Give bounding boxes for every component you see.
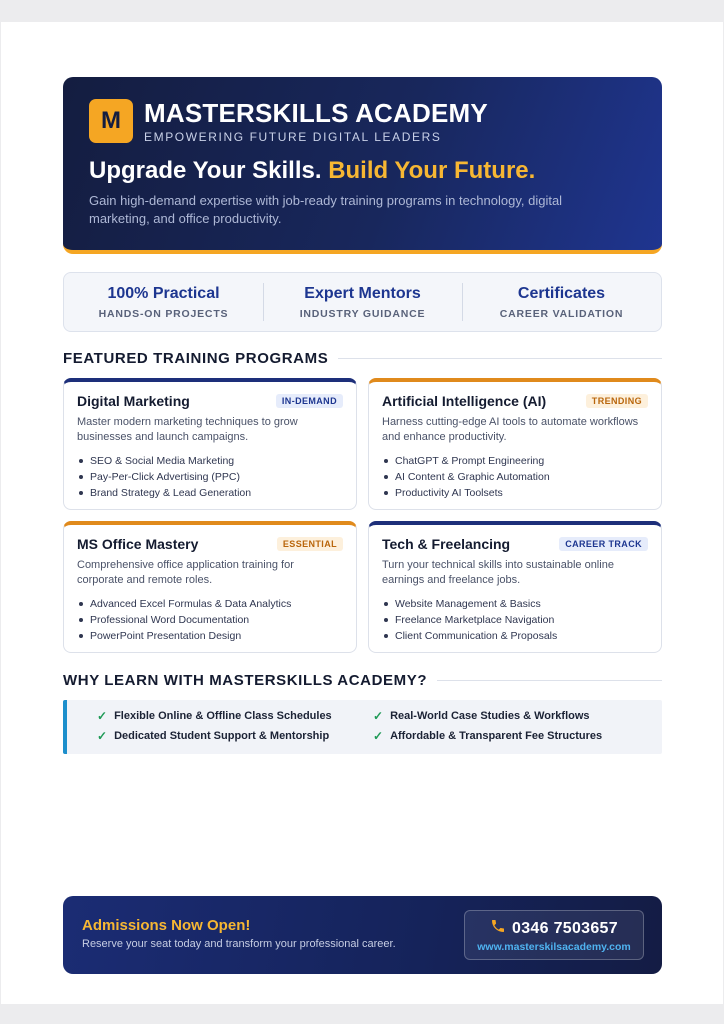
program-title: Artificial Intelligence (AI) <box>382 393 547 409</box>
program-badge: IN-DEMAND <box>276 394 343 408</box>
brand-tagline: EMPOWERING FUTURE DIGITAL LEADERS <box>144 130 442 144</box>
stats-bar <box>63 272 662 332</box>
stat-subtitle: CAREER VALIDATION <box>499 307 624 320</box>
benefit-item <box>373 709 649 723</box>
programs-heading <box>63 348 662 368</box>
program-description: Turn your technical skills into sustainable online earnings and freelance jobs. <box>382 559 614 586</box>
benefit-text: Flexible Online & Offline Class Schedules <box>114 710 332 722</box>
admissions-title: Admissions Now Open! <box>82 917 251 934</box>
feature-item: Professional Word Documentation <box>77 612 343 628</box>
program-features <box>77 596 343 644</box>
why-heading <box>63 670 662 690</box>
feature-item: Pay-Per-Click Advertising (PPC) <box>77 469 343 485</box>
divider <box>338 358 662 359</box>
feature-item: Website Management & Basics <box>382 596 648 612</box>
check-icon: ✓ <box>97 729 108 743</box>
divider <box>437 680 662 681</box>
stat-title: Expert Mentors <box>304 284 421 302</box>
check-icon: ✓ <box>373 729 384 743</box>
program-title: Tech & Freelancing <box>382 536 511 552</box>
feature-item: ChatGPT & Prompt Engineering <box>382 453 648 469</box>
flyer-page <box>1 22 723 1004</box>
benefit-item <box>97 729 373 743</box>
section-title: WHY LEARN WITH MASTERSKILLS ACADEMY? <box>63 671 428 689</box>
program-badge: CAREER TRACK <box>559 537 648 551</box>
stat-title: Certificates <box>517 284 606 302</box>
phone-icon <box>490 918 506 939</box>
stat-mentors <box>263 285 462 320</box>
program-description: Master modern marketing techniques to grow businesses and launch campaigns. <box>77 416 298 443</box>
hero-banner <box>63 77 662 254</box>
check-icon: ✓ <box>373 709 384 723</box>
stat-subtitle: INDUSTRY GUIDANCE <box>299 307 426 320</box>
program-title: Digital Marketing <box>77 393 190 409</box>
stat-subtitle: HANDS-ON PROJECTS <box>98 307 229 320</box>
headline-accent: Build Your Future. <box>328 157 536 184</box>
stat-certificates <box>462 285 661 320</box>
admissions-subtitle: Reserve your seat today and transform your professional career. <box>82 938 396 950</box>
admissions-footer <box>63 896 662 974</box>
program-card-ms-office <box>63 521 357 653</box>
feature-item: Productivity AI Toolsets <box>382 485 648 501</box>
headline-main: Upgrade Your Skills. <box>89 157 322 184</box>
stat-title: 100% Practical <box>107 284 220 302</box>
program-features <box>77 453 343 501</box>
program-features <box>382 596 648 644</box>
program-card-ai <box>368 378 662 510</box>
feature-item: Advanced Excel Formulas & Data Analytics <box>77 596 343 612</box>
program-card-digital-marketing <box>63 378 357 510</box>
stat-practical <box>64 285 263 320</box>
section-title: FEATURED TRAINING PROGRAMS <box>63 349 329 367</box>
feature-item: Client Communication & Proposals <box>382 628 648 644</box>
hero-description: Gain high-demand expertise with job-ready training programs in technology, digital marketing, and office productivity. <box>89 193 563 226</box>
feature-item: AI Content & Graphic Automation <box>382 469 648 485</box>
why-benefits-box <box>63 700 662 754</box>
program-description: Harness cutting-edge AI tools to automate workflows and enhance productivity. <box>382 416 639 443</box>
benefit-text: Dedicated Student Support & Mentorship <box>114 730 330 742</box>
feature-item: Freelance Marketplace Navigation <box>382 612 648 628</box>
feature-item: SEO & Social Media Marketing <box>77 453 343 469</box>
program-badge: TRENDING <box>586 394 648 408</box>
program-card-tech-freelancing <box>368 521 662 653</box>
hero-headline <box>89 157 535 185</box>
contact-box <box>464 910 644 960</box>
website-link[interactable]: www.masterskilsacademy.com <box>477 941 631 953</box>
brand-name: MASTERSKILLS ACADEMY <box>144 98 488 128</box>
program-title: MS Office Mastery <box>77 536 199 552</box>
program-badge: ESSENTIAL <box>277 537 343 551</box>
benefit-text: Real-World Case Studies & Workflows <box>390 710 590 722</box>
phone-number[interactable]: 0346 7503657 <box>512 919 618 937</box>
logo: M <box>89 99 133 143</box>
check-icon: ✓ <box>97 709 108 723</box>
program-features <box>382 453 648 501</box>
feature-item: Brand Strategy & Lead Generation <box>77 485 343 501</box>
benefit-item <box>373 729 649 743</box>
feature-item: PowerPoint Presentation Design <box>77 628 343 644</box>
benefit-item <box>97 709 373 723</box>
program-description: Comprehensive office application training for corporate and remote roles. <box>77 559 294 586</box>
benefit-text: Affordable & Transparent Fee Structures <box>390 730 603 742</box>
